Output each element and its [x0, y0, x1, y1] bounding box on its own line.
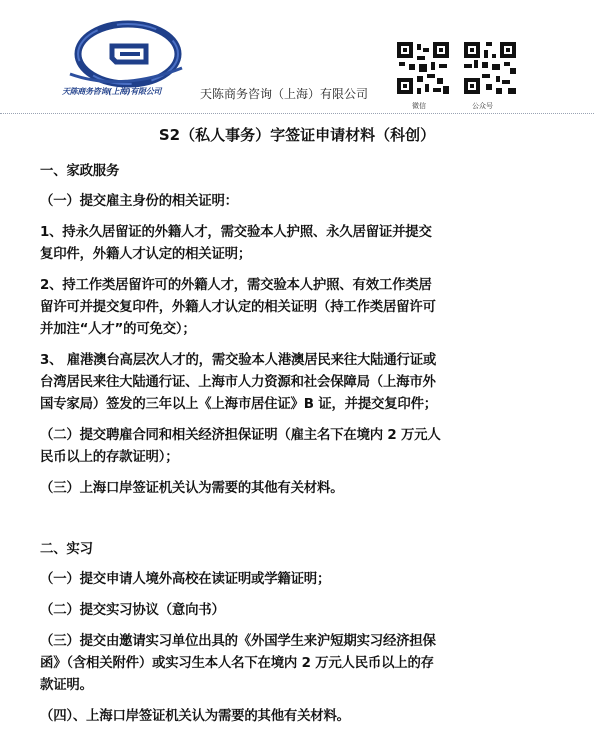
section-heading-domestic-service: 一、家政服务 [40, 164, 120, 179]
section1-sub3: （三）上海口岸签证机关认为需要的其他有关材料。 [40, 481, 344, 496]
section-spacer [40, 509, 560, 539]
qr-official-account-label: 公众号 [472, 102, 493, 110]
document-body [40, 161, 560, 737]
section1-item3: 3、 雇港澳台高层次人才的，需交验本人港澳居民来往大陆通行证或 台湾居民来往大陆通行证、上海市人力资源和社会保障局（上海市外 国专家局）签发的三年以上《上海市居住证》B 证，并提交复印件； [40, 353, 437, 412]
logo-text: 天陈商务咨询(上海)有限公司 [62, 87, 162, 96]
section1-item1: 1、持永久居留证的外籍人才，需交验本人护照、永久居留证并提交 复印件，外籍人才认定的相关证明； [40, 225, 432, 262]
qr-wechat-label: 微信 [412, 102, 426, 110]
section2-sub3: （三）提交由邀请实习单位出具的《外国学生来沪短期实习经济担保 函》（含相关附件）或实习生本人名下在境内 2 万元人民币以上的存 款证明。 [40, 634, 436, 693]
section2-sub4: （四）、上海口岸签证机关认为需要的其他有关材料。 [40, 709, 350, 724]
letterhead [0, 0, 594, 118]
section-heading-internship: 二、实习 [40, 542, 93, 557]
header-divider [0, 113, 594, 114]
section2-sub1: （一）提交申请人境外高校在读证明或学籍证明； [40, 572, 331, 587]
section1-item2: 2、持工作类居留许可的外籍人才，需交验本人护照、有效工作类居 留许可并提交复印件，外籍人才认定的相关证明（持工作类居留许可 并加注“人才”的可免交）； [40, 278, 436, 337]
company-name: 天陈商务咨询（上海）有限公司 [200, 87, 369, 101]
official-account-qr-code-icon [462, 40, 518, 96]
section2-sub2: （二）提交实习协议（意向书） [40, 603, 225, 618]
document-title: S2（私人事务）字签证申请材料（科创） [158, 126, 436, 144]
section1-sub2: （二）提交聘雇合同和相关经济担保证明（雇主名下在境内 2 万元人 民币以上的存款证明）； [40, 428, 441, 465]
section1-sub1: （一）提交雇主身份的相关证明： [40, 194, 238, 209]
wechat-qr-code-icon [395, 40, 451, 96]
